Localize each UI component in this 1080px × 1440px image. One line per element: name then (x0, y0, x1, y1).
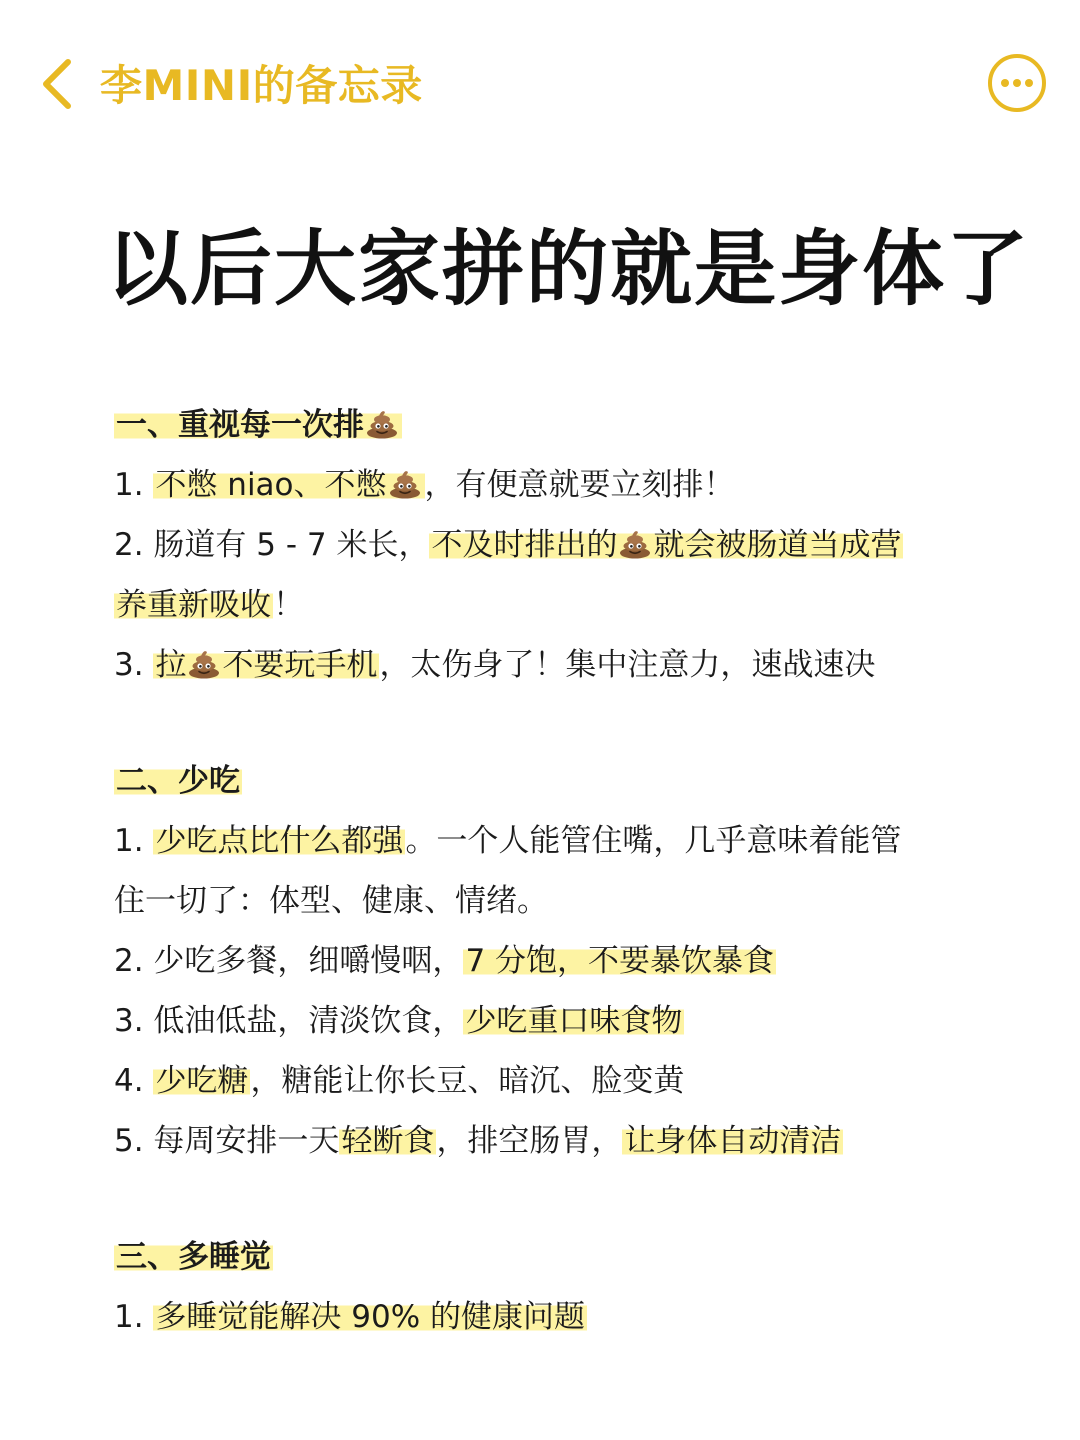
highlight: 不憋 niao、不憋 (153, 467, 424, 503)
poop-emoji-icon (187, 647, 221, 679)
nav-bar (0, 0, 1080, 170)
spacer (114, 1171, 974, 1227)
list-item: 2. 肠道有 5 - 7 米长，不及时排出的 就会被肠道当成营 (114, 527, 902, 563)
highlight: 7 分饱，不要暴饮暴食 (465, 943, 775, 979)
highlight: 少吃糖 (155, 1063, 249, 1099)
highlight: 少吃点比什么都强 (155, 823, 404, 859)
heading-text: 三、多睡觉 (116, 1239, 271, 1275)
chevron-left-icon (36, 56, 86, 112)
list-item: 4. 少吃糖，糖能让你长豆、暗沉、脸变黄 (114, 1063, 685, 1099)
highlight: 多睡觉能解决 90% 的健康问题 (155, 1299, 586, 1335)
more-button[interactable] (986, 52, 1048, 114)
list-item-continuation: 住一切了：体型、健康、情绪。 (114, 883, 548, 919)
highlight: 不及时排出的 就会被肠道当成营 (431, 527, 902, 563)
spacer (114, 695, 974, 751)
list-item: 1. 多睡觉能解决 90% 的健康问题 (114, 1299, 586, 1335)
list-item: 3. 拉 不要玩手机，太伤身了！集中注意力，速战速决 (114, 647, 876, 683)
highlight: 少吃重口味食物 (465, 1003, 683, 1039)
more-horizontal-circle-icon (986, 52, 1048, 114)
back-button[interactable] (36, 56, 86, 112)
nav-title: 李MINI的备忘录 (100, 61, 423, 110)
section-heading (114, 751, 974, 811)
list-item: 3. 低油低盐，清淡饮食，少吃重口味食物 (114, 1003, 683, 1039)
list-item: 1. 不憋 niao、不憋 ，有便意就要立刻排！ (114, 467, 735, 503)
note-body (114, 395, 974, 1347)
list-item: 1. 少吃点比什么都强。一个人能管住嘴，几乎意味着能管 (114, 823, 902, 859)
poop-emoji-icon (388, 467, 422, 499)
highlight: 拉 不要玩手机 (155, 647, 378, 683)
note-headline: 以后大家拼的就是身体了 (106, 222, 1031, 317)
highlight: 轻断食 (341, 1123, 435, 1159)
list-item: 2. 少吃多餐，细嚼慢咽，7 分饱，不要暴饮暴食 (114, 943, 775, 979)
highlight: 让身体自动清洁 (624, 1123, 842, 1159)
heading-text: 一、重视每一次排 (114, 407, 402, 443)
poop-emoji-icon (365, 407, 399, 439)
list-item: 5. 每周安排一天轻断食，排空肠胃，让身体自动清洁 (114, 1123, 842, 1159)
section-heading (114, 395, 974, 455)
list-item-continuation: 养重新吸收！ (116, 587, 304, 623)
highlight: 养重新吸收 (116, 587, 271, 623)
heading-text: 二、少吃 (116, 763, 240, 799)
section-heading (114, 1227, 974, 1287)
poop-emoji-icon (618, 527, 652, 559)
